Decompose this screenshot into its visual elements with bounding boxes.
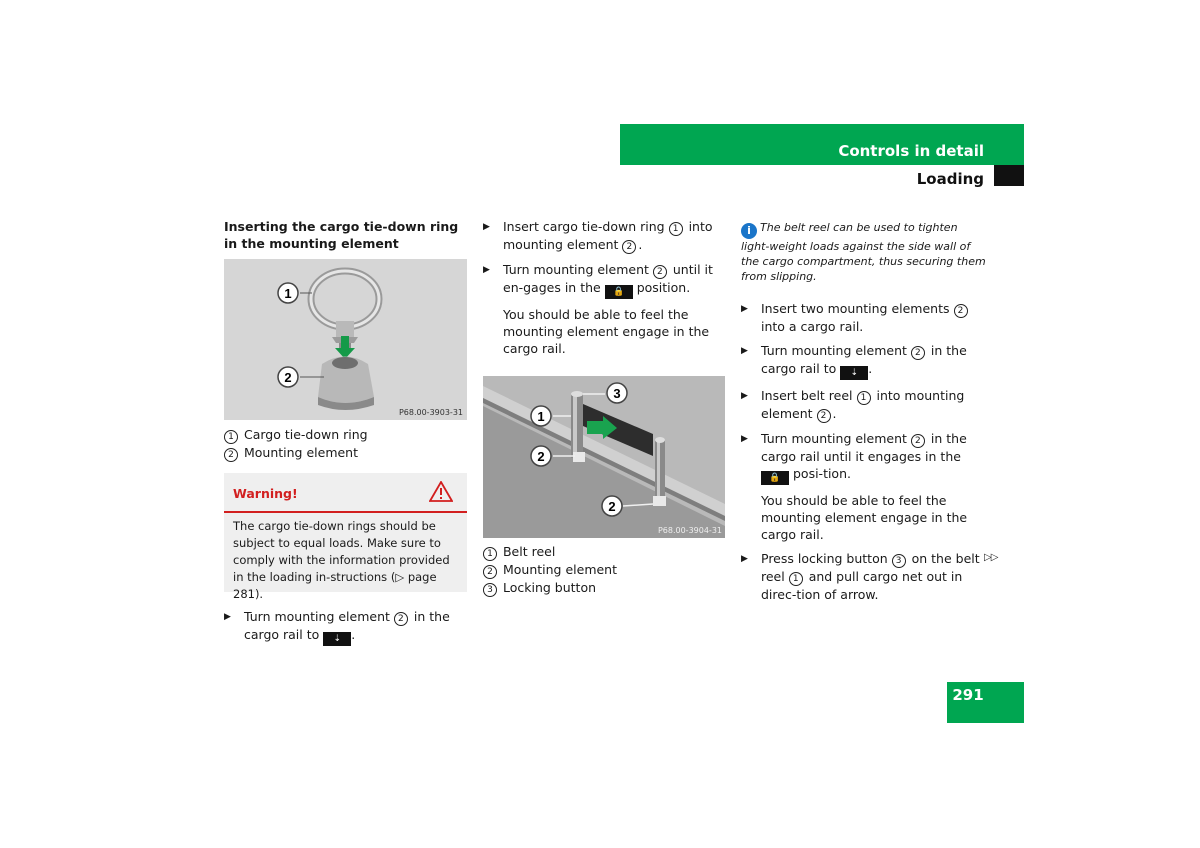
header-marker [994,165,1024,186]
callout-2: 2 [608,499,616,514]
warning-title: Warning! [233,486,298,501]
callout-2: 2 [537,449,545,464]
page-number: 291 [952,686,984,704]
bullet-icon: ▶ [741,434,748,444]
tie-down-ring-photo [224,259,467,420]
bullet-icon: ▶ [741,391,748,401]
lock-symbol-icon: 🔒 [605,285,633,299]
callout-2: 2 [284,370,292,385]
warning-icon [429,481,453,506]
info-icon: i [741,223,757,239]
callout-1: 1 [537,409,545,424]
legend-1 [224,426,467,462]
callout-1: 1 [284,286,292,301]
lock-symbol-icon: 🔒 [761,471,789,485]
warning-text: The cargo tie-down rings should be subject to equal loads. Make sure to comply with the information provided in the loading in-structions (▷ page 281). [233,519,450,601]
callout-3: 3 [613,386,621,401]
bullet-icon: ▶ [741,304,748,314]
section-subtitle: Loading [916,170,984,188]
legend-item: 3 Locking button [483,579,726,597]
legend-item: 2 Mounting element [483,561,726,579]
col2-steps: ▶ Insert cargo tie-down ring 1 into mounting element 2 . ▶ Turn mounting element 2 until it en-gages in the 🔒 position. You should be able to feel the mounting element engage in the cargo rail. [483,218,726,390]
bullet-icon: ▶ [741,554,748,564]
bullet-icon: ▶ [224,612,231,622]
section-title: Controls in detail [838,142,984,160]
legend-2 [483,543,726,597]
unlock-symbol-icon: ⇣ [840,366,868,380]
legend-item: 1 Cargo tie-down ring [224,426,467,444]
warning-divider [224,511,467,513]
image-code: P68.00-3903-31 [398,408,463,417]
unlock-symbol-icon: ⇣ [323,632,351,646]
image-code: P68.00-3904-31 [657,526,722,535]
legend-item: 1 Belt reel [483,543,726,561]
info-note: i The belt reel can be used to tighten light-weight loads against the side wall of the cargo compartment, thus securing them from slipping. [741,221,986,283]
col1-step: ▶ Turn mounting element 2 in the cargo rail to ⇣ . [224,609,450,644]
bullet-icon: ▶ [741,346,748,356]
col3-content: i The belt reel can be used to tighten light-weight loads against the side wall of the cargo compartment, thus securing them from slipping. ▶ Insert two mounting elements 2 into a cargo rail. ▶ Turn mounting element 2 in the cargo rail to ⇣ . ▶ Insert belt reel 1 into mounting element 2 . ▶ Turn mounting element 2 in the cargo rail until it engages in the 🔒 posi-tion. You should be able to feel the mounting element engage in the cargo rail. ▶ Press locking button 3 on the belt reel 1 and pull cargo net out in direc-tion of arrow. [741,221,986,602]
legend-item: 2 Mounting element [224,444,467,462]
col1-heading: Inserting the cargo tie-down ring in the mounting element [224,219,459,251]
belt-reel-photo [483,376,725,538]
bullet-icon: ▶ [483,265,490,275]
bullet-icon: ▶ [483,222,490,232]
continue-arrows-icon: ▷▷ [984,552,998,563]
